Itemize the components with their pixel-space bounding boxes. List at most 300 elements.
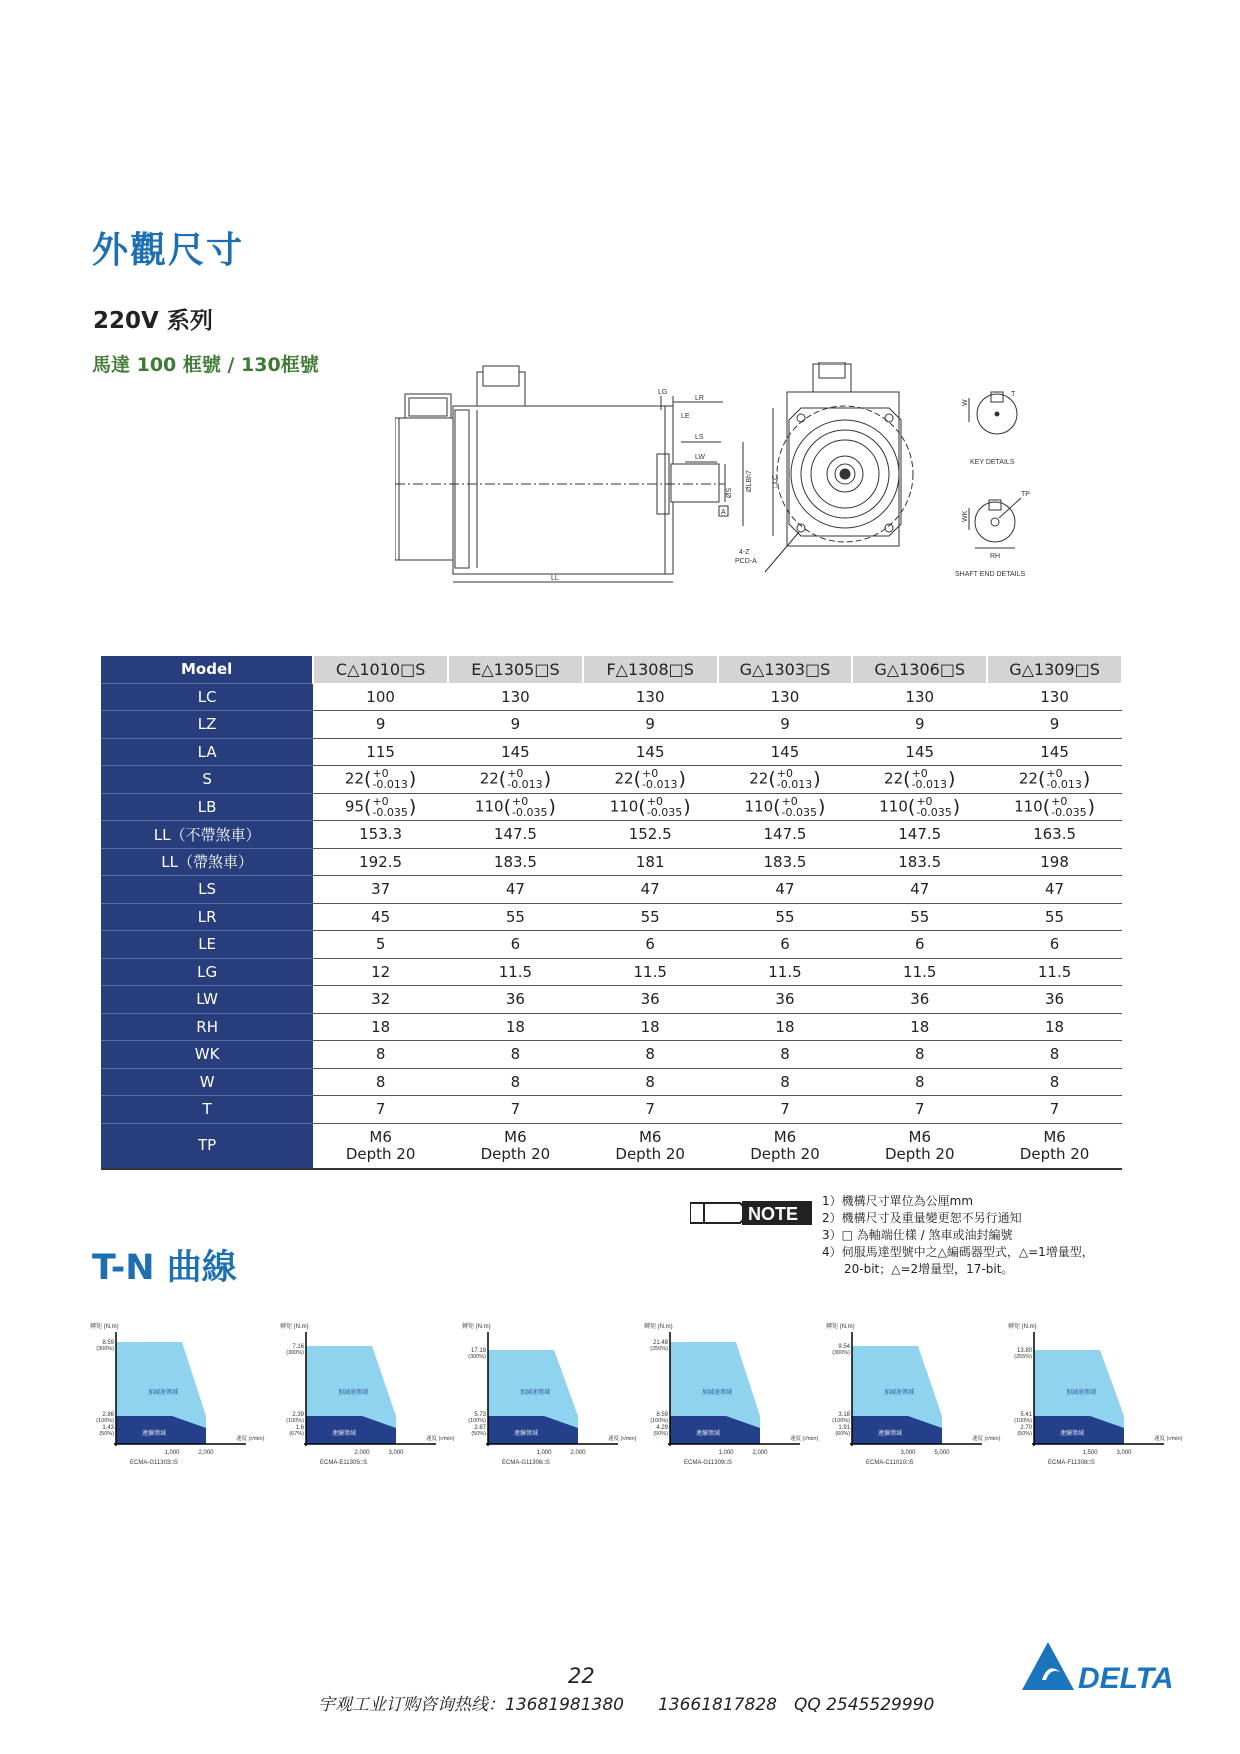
table-cell: 11.5 [583, 958, 718, 986]
tolerance-lower: -0.013 [372, 778, 408, 792]
note-pencil-icon [690, 1203, 704, 1223]
nominal-value: 22 [479, 769, 499, 788]
table-cell: 12 [313, 958, 448, 986]
table-cell: 18 [718, 1013, 853, 1041]
table-cell: 8 [718, 1041, 853, 1069]
peak-torque-pct: (255%) [1014, 1354, 1032, 1360]
table-cell: 100 [313, 683, 448, 711]
dim-wk: WK [962, 510, 969, 522]
thread-depth: Depth 20 [1019, 1144, 1090, 1163]
table-cell: 9 [852, 711, 987, 739]
table-cell: 7 [987, 1096, 1122, 1124]
table-row [101, 931, 1122, 959]
rated-torque-pct: (100%) [468, 1418, 486, 1424]
table-cell: 22(+0 -0.013) [718, 766, 853, 794]
table-cell: 18 [448, 1013, 583, 1041]
tolerance [782, 796, 817, 818]
y-axis-label: 轉矩 (N.m) [90, 1324, 119, 1330]
table-cell: 47 [987, 876, 1122, 904]
rated-torque: 3.18 [838, 1412, 850, 1418]
table-row [101, 1013, 1122, 1041]
table-cell: 11.5 [852, 958, 987, 986]
tolerance [372, 768, 407, 790]
rated-speed-tick: 1,000 [536, 1450, 552, 1456]
curve-model-label: ECMA-G11303□S [130, 1460, 178, 1466]
x-axis-label: 速度 (r/min) [790, 1436, 819, 1442]
tn-curve-chart [458, 1320, 638, 1486]
thread-depth: Depth 20 [615, 1144, 685, 1163]
table-cell: 22(+0 -0.013) [852, 766, 987, 794]
table-cell: 145 [718, 738, 853, 766]
tn-curve-chart [276, 1320, 456, 1486]
table-cell: 147.5 [718, 821, 853, 849]
table-cell: 11.5 [718, 958, 853, 986]
model-header-cell: F△1308□S [583, 656, 718, 683]
table-row [101, 766, 1122, 794]
model-header: Model [101, 656, 313, 683]
table-cell: 9 [718, 711, 853, 739]
row-label: T [101, 1096, 313, 1124]
table-row [101, 1123, 1122, 1169]
thread-size: M6 [638, 1127, 662, 1146]
tolerance-upper: +0 [776, 767, 793, 781]
table-cell: 181 [583, 848, 718, 876]
table-cell: 55 [448, 903, 583, 931]
low-torque: 1.43 [102, 1425, 114, 1431]
table-cell: 8 [583, 1041, 718, 1069]
peak-torque: 13.80 [1016, 1348, 1032, 1354]
row-label: LL（帶煞車） [101, 848, 313, 876]
dim-ll: LL [551, 575, 559, 582]
tolerance-upper: +0 [1051, 794, 1068, 808]
tn-curve-chart [86, 1320, 266, 1486]
continuous-region-label: 連續領域 [878, 1431, 903, 1437]
page-title: 外觀尺寸 [92, 230, 245, 271]
dim-tp: TP [1021, 491, 1030, 498]
table-cell: 95(+0 -0.035) [313, 793, 448, 821]
key-details-caption: KEY DETAILS [970, 459, 1015, 466]
table-cell: 36 [583, 986, 718, 1014]
table-cell: 130 [852, 683, 987, 711]
tn-curve-title: T-N 曲線 [92, 1248, 237, 1288]
note-item: 20-bit；△=2增量型，17-bit。 [844, 1262, 1014, 1276]
row-label: S [101, 766, 313, 794]
nominal-value: 22 [884, 769, 904, 788]
dim-rh: RH [990, 553, 1001, 560]
tolerance-lower: -0.013 [1046, 778, 1082, 792]
tolerance-lower: -0.035 [781, 805, 818, 819]
table-cell: 9 [448, 711, 583, 739]
tolerance-upper: +0 [1046, 767, 1063, 781]
table-cell: 8 [313, 1068, 448, 1096]
accel-region-label: 加減速領域 [1066, 1390, 1097, 1396]
table-cell: 183.5 [718, 848, 853, 876]
table-cell: 130 [583, 683, 718, 711]
table-cell: 8 [583, 1068, 718, 1096]
table-cell: 183.5 [448, 848, 583, 876]
table-cell: 22(+0 -0.013) [448, 766, 583, 794]
peak-torque: 17.19 [470, 1348, 486, 1354]
table-cell: 110(+0 -0.035) [583, 793, 718, 821]
nominal-value: 110 [879, 797, 908, 816]
max-speed-tick: 2,000 [752, 1450, 768, 1456]
rated-torque-pct: (100%) [832, 1418, 850, 1424]
accel-region-label: 加減速領域 [338, 1390, 369, 1396]
rated-torque: 5.41 [1020, 1412, 1032, 1418]
tolerance [1051, 796, 1086, 818]
delta-logo-text: DELTA [1078, 1662, 1174, 1694]
tolerance [642, 768, 677, 790]
table-cell: 9 [313, 711, 448, 739]
table-cell: 115 [313, 738, 448, 766]
table-cell: 8 [448, 1068, 583, 1096]
x-axis-label: 速度 (r/min) [608, 1436, 637, 1442]
thread-size: M6 [908, 1127, 931, 1146]
table-row [101, 848, 1122, 876]
low-torque: 4.29 [656, 1425, 668, 1431]
tolerance-lower: -0.035 [916, 805, 952, 819]
tolerance-upper: +0 [511, 794, 529, 808]
nominal-value: 95 [344, 797, 365, 816]
table-cell: 6 [987, 931, 1122, 959]
nominal-value: 110 [744, 797, 774, 816]
table-cell: 47 [718, 876, 853, 904]
table-cell: 110(+0 -0.035) [852, 793, 987, 821]
table-cell: 18 [583, 1013, 718, 1041]
tn-curve-chart [822, 1320, 1002, 1486]
row-label: WK [101, 1041, 313, 1069]
nominal-value: 110 [1014, 797, 1043, 816]
max-speed-tick: 2,000 [570, 1450, 586, 1456]
tolerance-upper: +0 [916, 794, 933, 808]
table-cell: 7 [718, 1096, 853, 1124]
table-row [101, 986, 1122, 1014]
y-axis-label: 轉矩 (N.m) [1008, 1324, 1037, 1330]
table-cell: 6 [448, 931, 583, 959]
low-torque: 1.91 [838, 1425, 850, 1431]
shaft-end-details [955, 491, 1030, 578]
dim-le: LE [681, 413, 690, 420]
table-cell [987, 1123, 1122, 1169]
thread-depth: Depth 20 [480, 1144, 551, 1163]
y-axis-label: 轉矩 (N.m) [644, 1324, 673, 1330]
curve-model-label: ECMA-G11309□S [684, 1460, 732, 1466]
table-cell: 110(+0 -0.035) [987, 793, 1122, 821]
row-label: LE [101, 931, 313, 959]
rated-torque: 5.73 [474, 1412, 486, 1418]
table-cell: 22(+0 -0.013) [313, 766, 448, 794]
accel-region-label: 加減速領域 [520, 1390, 551, 1396]
tn-curve-chart [1004, 1320, 1184, 1486]
x-axis-label: 速度 (r/min) [426, 1436, 455, 1442]
tolerance-upper: +0 [372, 794, 389, 808]
tolerance-upper: +0 [372, 767, 389, 781]
dimension-drawing [395, 362, 1135, 594]
table-cell: 145 [583, 738, 718, 766]
tolerance-upper: +0 [646, 794, 663, 808]
tolerance-lower: -0.035 [646, 805, 683, 819]
tolerance [1046, 768, 1081, 790]
table-cell [583, 1123, 718, 1169]
table-cell: 32 [313, 986, 448, 1014]
table-cell [852, 1123, 987, 1169]
dim-ls: LS [695, 434, 704, 441]
table-cell: 6 [852, 931, 987, 959]
table-cell: 8 [852, 1068, 987, 1096]
series-title: 220V 系列 [93, 308, 213, 334]
table-row [101, 793, 1122, 821]
thread-size: M6 [1043, 1127, 1066, 1146]
table-cell: 55 [987, 903, 1122, 931]
max-speed-tick: 3,000 [1116, 1450, 1132, 1456]
rated-speed-tick: 1,000 [164, 1450, 180, 1456]
table-cell: 18 [313, 1013, 448, 1041]
tolerance [647, 796, 682, 818]
dim-s: ØS [726, 487, 733, 498]
low-torque-pct: (50%) [99, 1431, 114, 1437]
table-cell: 8 [718, 1068, 853, 1096]
row-label: LZ [101, 711, 313, 739]
page-number: 22 [568, 1664, 595, 1688]
peak-torque: 9.54 [838, 1344, 850, 1350]
nominal-value: 22 [614, 769, 634, 788]
table-cell: 9 [987, 711, 1122, 739]
peak-torque-pct: (300%) [832, 1350, 850, 1356]
table-cell: 147.5 [448, 821, 583, 849]
table-row [101, 1041, 1122, 1069]
note-item: 3）□ 為軸端仕樣 / 煞車或油封編號 [822, 1228, 1013, 1242]
tolerance-lower: -0.035 [1051, 805, 1087, 819]
table-cell: 47 [583, 876, 718, 904]
peak-torque-pct: (300%) [468, 1354, 486, 1360]
datum-a: A [721, 509, 726, 516]
table-row [101, 711, 1122, 739]
table-cell: 18 [852, 1013, 987, 1041]
front-view [735, 362, 913, 572]
dim-lw: LW [695, 454, 705, 461]
thread-depth: Depth 20 [884, 1144, 955, 1163]
rated-torque-pct: (100%) [286, 1418, 304, 1424]
table-cell: 8 [852, 1041, 987, 1069]
table-cell: 153.3 [313, 821, 448, 849]
table-cell: 9 [583, 711, 718, 739]
low-torque-pct: (60%) [835, 1431, 850, 1437]
nominal-value: 22 [749, 769, 769, 788]
curve-model-label: ECMA-C11010□S [866, 1460, 914, 1466]
thread-depth: Depth 20 [750, 1144, 820, 1163]
side-view [395, 366, 753, 582]
table-cell: 192.5 [313, 848, 448, 876]
table-cell: 130 [448, 683, 583, 711]
thread-size: M6 [504, 1127, 527, 1146]
accel-region-label: 加減速領域 [702, 1390, 733, 1396]
row-label: LR [101, 903, 313, 931]
nominal-value: 22 [344, 769, 365, 788]
dim-t: T [1011, 391, 1016, 398]
table-row [101, 903, 1122, 931]
table-cell: 8 [987, 1041, 1122, 1069]
table-cell: 11.5 [987, 958, 1122, 986]
table-cell: 145 [448, 738, 583, 766]
row-label: LS [101, 876, 313, 904]
table-row [101, 821, 1122, 849]
table-cell: 8 [313, 1041, 448, 1069]
table-row [101, 683, 1122, 711]
y-axis-label: 轉矩 (N.m) [826, 1324, 855, 1330]
table-cell: 145 [987, 738, 1122, 766]
tolerance [512, 796, 547, 818]
tn-curve-chart [640, 1320, 820, 1486]
rated-speed-tick: 1,000 [718, 1450, 734, 1456]
tolerance-upper: +0 [507, 767, 524, 781]
table-cell: 110(+0 -0.035) [718, 793, 853, 821]
note-label: NOTE [748, 1204, 799, 1224]
row-label: TP [101, 1123, 313, 1169]
rated-torque-pct: (100%) [96, 1418, 114, 1424]
rated-speed-tick: 2,000 [354, 1450, 370, 1456]
table-row [101, 1096, 1122, 1124]
tolerance [507, 768, 542, 790]
rated-speed-tick: 3,000 [900, 1450, 916, 1456]
hotline-text: 宇观工业订购咨询热线：13681981380 13661817828 QQ 2545529990 [318, 1695, 935, 1715]
table-cell: 36 [987, 986, 1122, 1014]
model-header-cell: C△1010□S [313, 656, 448, 683]
tolerance-lower: -0.035 [372, 805, 408, 819]
row-label: LL（不帶煞車） [101, 821, 313, 849]
max-speed-tick: 2,000 [198, 1450, 214, 1456]
curve-model-label: ECMA-G11306□S [502, 1460, 550, 1466]
x-axis-label: 速度 (r/min) [236, 1436, 265, 1442]
note-item: 4）伺服馬達型號中之△編碼器型式，△=1增量型， [822, 1245, 1094, 1259]
row-label: LG [101, 958, 313, 986]
table-cell: 22(+0 -0.013) [583, 766, 718, 794]
table-cell [448, 1123, 583, 1169]
dim-pcd: PCD-A [735, 558, 757, 565]
table-cell: 36 [718, 986, 853, 1014]
continuous-region-label: 連續領域 [332, 1431, 357, 1437]
table-row [101, 738, 1122, 766]
table-cell [313, 1123, 448, 1169]
dim-lc: □LC [772, 474, 779, 488]
tolerance [916, 796, 951, 818]
table-cell: 22(+0 -0.013) [987, 766, 1122, 794]
note-badge [690, 1199, 812, 1227]
nominal-value: 110 [474, 797, 504, 816]
table-row [101, 1068, 1122, 1096]
table-cell: 47 [852, 876, 987, 904]
peak-torque: 7.16 [292, 1344, 304, 1350]
row-label: LC [101, 683, 313, 711]
table-cell: 7 [852, 1096, 987, 1124]
tolerance-lower: -0.013 [507, 778, 543, 792]
table-row [101, 876, 1122, 904]
shaft-end-caption: SHAFT END DETAILS [955, 571, 1026, 578]
frame-subtitle: 馬達 100 框號 / 130框號 [92, 354, 319, 376]
table-cell: 37 [313, 876, 448, 904]
table-cell: 183.5 [852, 848, 987, 876]
tolerance-upper: +0 [642, 767, 659, 781]
rated-speed-tick: 1,500 [1082, 1450, 1098, 1456]
tolerance-lower: -0.013 [776, 778, 813, 792]
table-cell: 47 [448, 876, 583, 904]
table-cell: 130 [718, 683, 853, 711]
max-speed-tick: 5,000 [934, 1450, 950, 1456]
table-cell: 18 [987, 1013, 1122, 1041]
table-cell: 11.5 [448, 958, 583, 986]
x-axis-label: 速度 (r/min) [1154, 1436, 1183, 1442]
dimension-table [101, 656, 1123, 1170]
notes-list [822, 1193, 1122, 1278]
row-label: W [101, 1068, 313, 1096]
model-header-cell: G△1309□S [987, 656, 1122, 683]
low-torque: 2.70 [1020, 1425, 1032, 1431]
y-axis-label: 轉矩 (N.m) [462, 1324, 491, 1330]
tolerance-lower: -0.035 [511, 805, 548, 819]
table-cell: 55 [583, 903, 718, 931]
table-cell: 7 [583, 1096, 718, 1124]
row-label: LA [101, 738, 313, 766]
table-cell: 130 [987, 683, 1122, 711]
peak-torque: 8.59 [102, 1340, 114, 1346]
table-header-row [101, 656, 1122, 683]
table-cell: 55 [852, 903, 987, 931]
table-cell: 8 [987, 1068, 1122, 1096]
table-cell: 147.5 [852, 821, 987, 849]
continuous-region-label: 連續領域 [1060, 1431, 1085, 1437]
tolerance-upper: +0 [781, 794, 798, 808]
rated-torque: 2.86 [102, 1412, 114, 1418]
table-cell: 7 [313, 1096, 448, 1124]
dim-z: 4-Z [739, 549, 750, 556]
table-cell: 152.5 [583, 821, 718, 849]
accel-region-label: 加減速領域 [148, 1390, 179, 1396]
max-speed-tick: 3,000 [388, 1450, 404, 1456]
rated-torque: 2.39 [292, 1412, 304, 1418]
table-cell: 6 [718, 931, 853, 959]
table-cell: 198 [987, 848, 1122, 876]
dim-w: W [962, 399, 969, 406]
table-cell: 6 [583, 931, 718, 959]
table-cell: 36 [852, 986, 987, 1014]
note-item: 1）機構尺寸單位為公厘mm [822, 1194, 974, 1208]
peak-torque-pct: (300%) [96, 1346, 114, 1352]
tolerance [372, 796, 407, 818]
tolerance [777, 768, 812, 790]
low-torque: 2.87 [474, 1425, 486, 1431]
row-label: LB [101, 793, 313, 821]
tolerance-lower: -0.013 [642, 778, 678, 792]
model-header-cell: G△1303□S [718, 656, 853, 683]
table-cell: 5 [313, 931, 448, 959]
accel-region-label: 加減速領域 [884, 1390, 915, 1396]
low-torque: 1.6 [295, 1425, 304, 1431]
tolerance [912, 768, 947, 790]
peak-torque-pct: (250%) [650, 1346, 668, 1352]
table-cell: 163.5 [987, 821, 1122, 849]
key-details [962, 391, 1017, 466]
row-label: RH [101, 1013, 313, 1041]
continuous-region-label: 連續領域 [514, 1431, 539, 1437]
y-axis-label: 轉矩 (N.m) [280, 1324, 309, 1330]
table-cell: 7 [448, 1096, 583, 1124]
row-label: LW [101, 986, 313, 1014]
delta-logo [1020, 1640, 1185, 1694]
thread-size: M6 [369, 1127, 392, 1146]
rated-torque-pct: (100%) [1014, 1418, 1032, 1424]
table-cell: 110(+0 -0.035) [448, 793, 583, 821]
low-torque-pct: (50%) [471, 1431, 486, 1437]
peak-torque-pct: (300%) [286, 1350, 304, 1356]
